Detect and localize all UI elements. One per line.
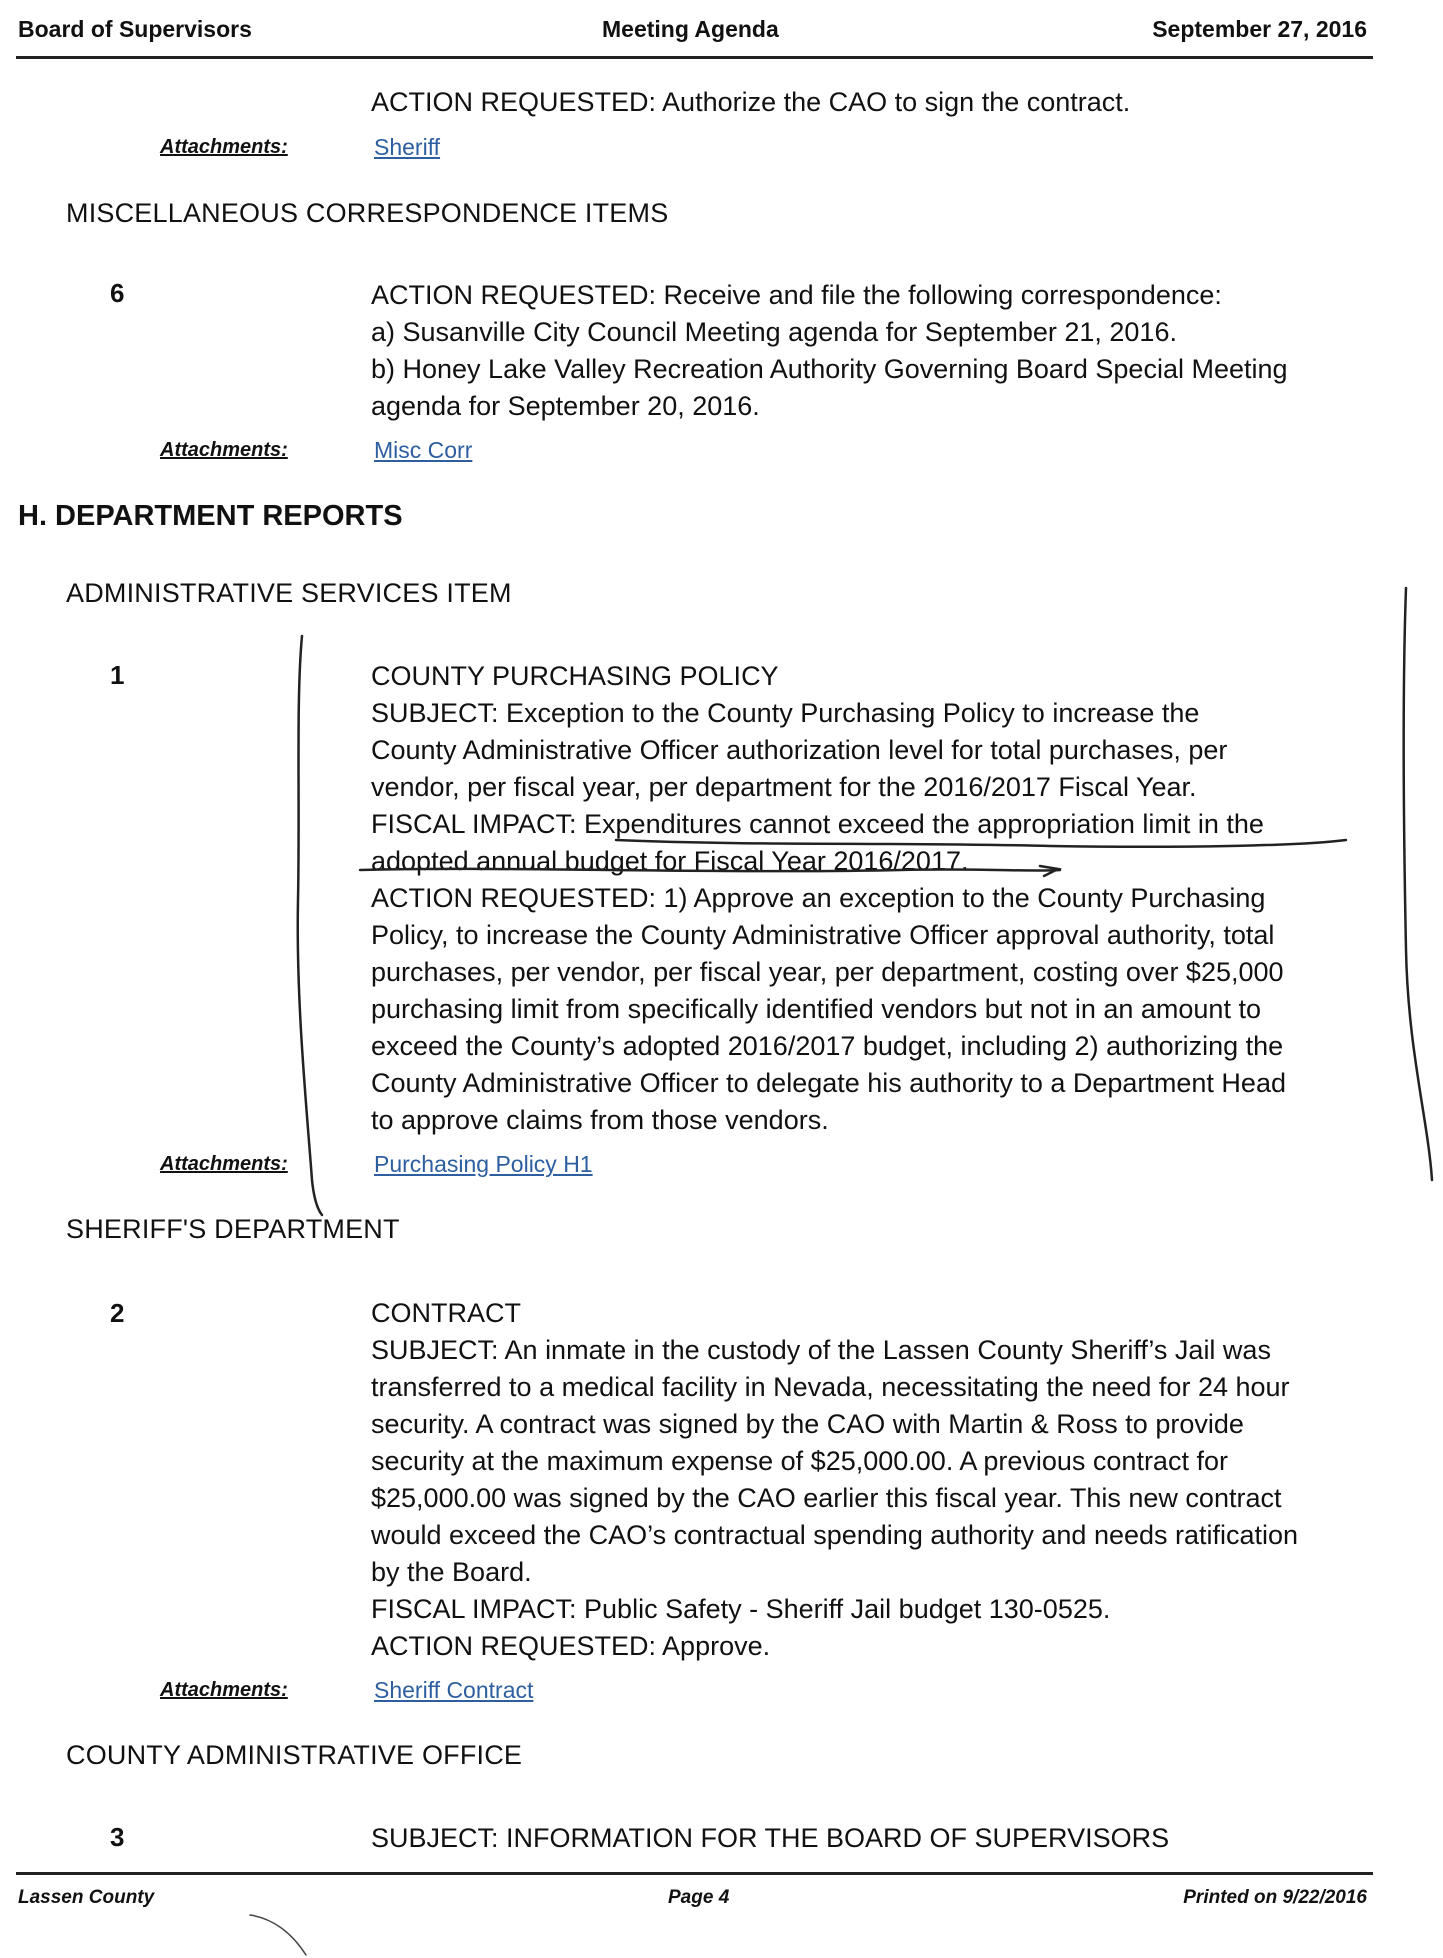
text-line: a) Susanville City Council Meeting agenda for September 21, 2016. bbox=[371, 317, 1177, 347]
attachments-label: Attachments: bbox=[160, 1679, 288, 1701]
top-item-action: ACTION REQUESTED: Authorize the CAO to sign the contract. bbox=[371, 87, 1131, 117]
attachment-link-misc-corr[interactable]: Misc Corr bbox=[374, 437, 473, 463]
text-line: purchases, per vendor, per fiscal year, per department, costing over $25,000 bbox=[371, 957, 1284, 987]
item-number-admin: 1 bbox=[110, 660, 125, 690]
attachment-link-sheriff-contract[interactable]: Sheriff Contract bbox=[374, 1677, 534, 1703]
text-line: security. A contract was signed by the CAO with Martin & Ross to provide bbox=[371, 1409, 1244, 1439]
text-line: COUNTY PURCHASING POLICY bbox=[371, 661, 779, 691]
attachment-link-purchasing-policy[interactable]: Purchasing Policy H1 bbox=[374, 1151, 593, 1177]
text-line: to approve claims from those vendors. bbox=[371, 1105, 829, 1135]
section-title-misc: MISCELLANEOUS CORRESPONDENCE ITEMS bbox=[66, 198, 669, 228]
text-line: CONTRACT bbox=[371, 1298, 521, 1328]
text-line: ACTION REQUESTED: 1) Approve an exception to the County Purchasing bbox=[371, 883, 1266, 913]
text-line: SUBJECT: Exception to the County Purchasing Policy to increase the bbox=[371, 698, 1200, 728]
text-line: purchasing limit from specifically identified vendors but not in an amount to bbox=[371, 994, 1261, 1024]
item-number-sheriff: 2 bbox=[110, 1298, 125, 1328]
attachments-label: Attachments: bbox=[160, 1153, 288, 1175]
section-title-cao: COUNTY ADMINISTRATIVE OFFICE bbox=[66, 1740, 523, 1770]
text-line: SUBJECT: An inmate in the custody of the Lassen County Sheriff’s Jail was bbox=[371, 1335, 1271, 1365]
text-line: ACTION REQUESTED: Approve. bbox=[371, 1631, 771, 1661]
text-line: FISCAL IMPACT: Public Safety - Sheriff Jail budget 130-0525. bbox=[371, 1594, 1111, 1624]
page-header bbox=[16, 12, 1373, 59]
header-board-name: Board of Supervisors bbox=[18, 16, 252, 42]
section-title-admin: ADMINISTRATIVE SERVICES ITEM bbox=[66, 578, 512, 608]
misc-item-text bbox=[371, 277, 1381, 425]
page-footer bbox=[16, 1872, 1373, 1915]
admin-item-text bbox=[371, 658, 1381, 1139]
attachments-label: Attachments: bbox=[160, 439, 288, 461]
text-line: County Administrative Officer authorization level for total purchases, per bbox=[371, 735, 1228, 765]
text-line: ACTION REQUESTED: Receive and file the following correspondence: bbox=[371, 280, 1222, 310]
footer-print-date: Printed on 9/22/2016 bbox=[1183, 1887, 1367, 1908]
item-number-misc: 6 bbox=[110, 278, 125, 308]
text-line: adopted annual budget for Fiscal Year 2016/2017. bbox=[371, 846, 969, 876]
pen-bracket-left bbox=[298, 636, 322, 1215]
text-line: would exceed the CAO’s contractual spending authority and needs ratification bbox=[371, 1520, 1299, 1550]
text-line: agenda for September 20, 2016. bbox=[371, 391, 760, 421]
text-line: security at the maximum expense of $25,000.00. A previous contract for bbox=[371, 1446, 1228, 1476]
item-number-cao: 3 bbox=[110, 1822, 125, 1852]
text-line: County Administrative Officer to delegate his authority to a Department Head bbox=[371, 1068, 1286, 1098]
attachments-label: Attachments: bbox=[160, 136, 288, 158]
cao-item-subject: SUBJECT: INFORMATION FOR THE BOARD OF SUPERVISORS bbox=[371, 1823, 1170, 1853]
text-line: $25,000.00 was signed by the CAO earlier this fiscal year. This new contract bbox=[371, 1483, 1282, 1513]
department-reports-heading: H. DEPARTMENT REPORTS bbox=[18, 500, 403, 532]
text-line: Policy, to increase the County Administrative Officer approval authority, total bbox=[371, 920, 1275, 950]
footer-page-number: Page 4 bbox=[668, 1887, 730, 1908]
attachment-link-sheriff[interactable]: Sheriff bbox=[374, 134, 441, 160]
header-date: September 27, 2016 bbox=[1152, 16, 1367, 42]
pen-stray-mark bbox=[250, 1915, 306, 1955]
pen-bracket-right bbox=[1404, 588, 1432, 1180]
header-doc-title: Meeting Agenda bbox=[602, 16, 779, 42]
text-line: vendor, per fiscal year, per department for the 2016/2017 Fiscal Year. bbox=[371, 772, 1197, 802]
text-line: transferred to a medical facility in Nevada, necessitating the need for 24 hour bbox=[371, 1372, 1290, 1402]
section-title-sheriff: SHERIFF'S DEPARTMENT bbox=[66, 1214, 400, 1244]
text-line: FISCAL IMPACT: Expenditures cannot exceed the appropriation limit in the bbox=[371, 809, 1264, 839]
text-line: b) Honey Lake Valley Recreation Authority Governing Board Special Meeting bbox=[371, 354, 1288, 384]
footer-county: Lassen County bbox=[18, 1887, 155, 1908]
sheriff-item-text bbox=[371, 1295, 1381, 1665]
text-line: exceed the County’s adopted 2016/2017 budget, including 2) authorizing the bbox=[371, 1031, 1284, 1061]
text-line: by the Board. bbox=[371, 1557, 532, 1587]
